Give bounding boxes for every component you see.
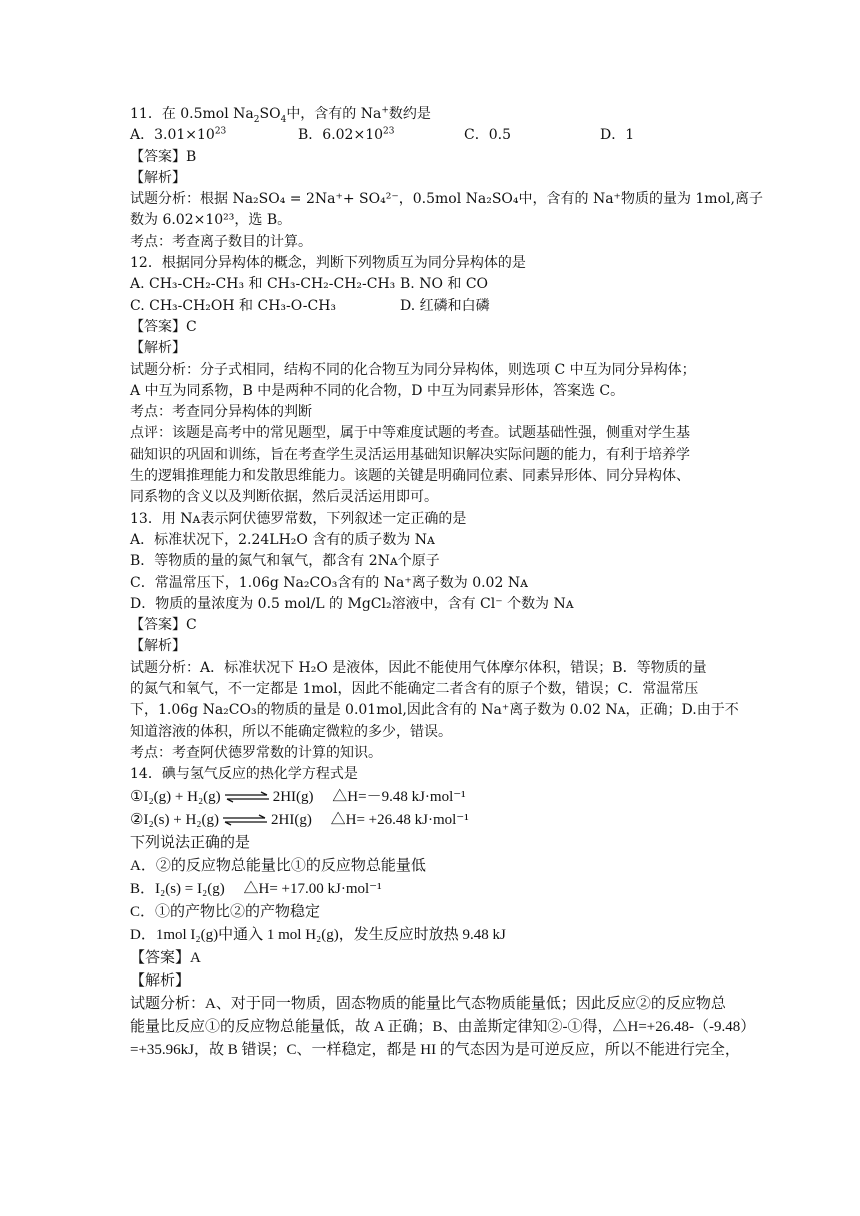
q14-stem: 14．碘与氢气反应的热化学方程式是	[130, 766, 358, 783]
q11-options	[130, 125, 735, 146]
q13-option-c: C．常温常压下，1.06g Na₂CO₃含有的 Na⁺离子数为 0.02 Nᴀ	[130, 574, 528, 591]
q11-option-d: D．1	[600, 127, 635, 144]
q14-answer: 【答案】A	[130, 949, 201, 966]
q14-analysis-line-3: =+35.96kJ，故 B 错误；C、一样稳定，都是 HI 的气态因为是可逆反应，所以不能进行完全，	[130, 1041, 740, 1058]
q11-option-c: C．0.5	[464, 127, 511, 144]
q12-analysis-line-2: A 中互为同系物，B 中是两种不同的化合物，D 中互为同素异形体，答案选 C。	[130, 382, 625, 399]
q14-analysis-heading: 【解析】	[130, 972, 191, 989]
q13-point: 考点：考查阿伏德罗常数的计算的知识。	[130, 744, 382, 761]
q12-analysis-line-1: 试题分析：分子式相同，结构不同的化合物互为同分异构体，则选项 C 中互为同分异构体；	[130, 361, 696, 378]
q11-analysis-line-1: 试题分析：根据 Na₂SO₄ = 2Na⁺+ SO₄²⁻，0.5mol Na₂SO₄中，含有的 Na⁺物质的量为 1mol,离子	[130, 191, 763, 208]
q14-option-b: B．I₂(s) = I₂(g) △H= +17.00 kJ·mol⁻¹	[130, 880, 382, 897]
q14-analysis-line-2: 能量比反应①的反应物总能量低，故 A 正确；B、由盖斯定律知②-①得，△H=+26.48-（-9.48）	[130, 1018, 756, 1035]
q13-option-d: D．物质的量浓度为 0.5 mol/L 的 MgCl₂溶液中，含有 Cl⁻ 个数为 Nᴀ	[130, 595, 574, 612]
q13-analysis-line-1: 试题分析：A．标准状况下 H₂O 是液体，因此不能使用气体摩尔体积，错误；B．等物质的量	[130, 659, 707, 676]
q13-analysis-line-4: 知道溶液的体积，所以不能确定微粒的多少，错误。	[130, 723, 452, 740]
q13-analysis-line-2: 的氮气和氧气，不一定都是 1mol，因此不能确定二者含有的原子个数，错误；C．常温常压	[130, 681, 699, 698]
q12-comment-line-1: 点评：该题是高考中的常见题型，属于中等难度试题的考查。试题基础性强，侧重对学生基	[130, 425, 690, 442]
q12-answer: 【答案】C	[130, 318, 197, 335]
q14-analysis-line-1: 试题分析：A、对于同一物质，固态物质的能量比气态物质能量低；因此反应②的反应物总	[130, 995, 726, 1012]
q13-analysis-line-3: 下，1.06g Na₂CO₃的物质的量是 0.01mol,因此含有的 Na⁺离子数为 0.02 Nᴀ，正确；D.由于不	[130, 702, 739, 719]
q14-equation-2: ②I₂(s) + H₂(g) 2HI(g) △H= +26.48 kJ·mol⁻¹	[130, 811, 469, 828]
q12-options-row-2	[130, 296, 735, 317]
q13-answer: 【答案】C	[130, 617, 197, 634]
q11-answer: 【答案】B	[130, 148, 197, 165]
q12-stem: 12．根据同分异构体的概念，判断下列物质互为同分异构体的是	[130, 255, 526, 272]
q11-point: 考点：考查离子数目的计算。	[130, 233, 312, 250]
q14-option-a: A．②的反应物总能量比①的反应物总能量低	[130, 857, 426, 874]
q12-comment-line-2: 础知识的巩固和训练，旨在考查学生灵活运用基础知识解决实际问题的能力，有利于培养学	[130, 446, 690, 463]
document-page	[130, 104, 763, 1062]
equilibrium-arrow-icon	[223, 791, 271, 803]
q13-option-b: B．等物质的量的氮气和氧气，都含有 2Nᴀ个原子	[130, 553, 440, 570]
q11-analysis-heading: 【解析】	[130, 169, 186, 186]
q13-analysis-heading: 【解析】	[130, 638, 186, 655]
q12-option-d: D. 红磷和白磷	[400, 297, 490, 314]
q12-option-a: A. CH₃-CH₂-CH₃ 和 CH₃-CH₂-CH₂-CH₃	[130, 276, 396, 293]
q13-stem: 13．用 Nᴀ表示阿伏德罗常数，下列叙述一定正确的是	[130, 510, 467, 527]
q12-comment-line-3: 生的逻辑推理能力和发散思维能力。该题的关键是明确同位素、同素异形体、同分异构体、	[130, 468, 690, 485]
q14-equation-1: ①I₂(g) + H₂(g) 2HI(g) △H=－9.48 kJ·mol⁻¹	[130, 788, 466, 805]
q11-option-a: A．$3.01\times 10^{23}$	[130, 126, 227, 144]
equilibrium-arrow-icon	[221, 814, 269, 826]
q13-option-a: A．标准状况下，2.24LH₂O 含有的质子数为 Nᴀ	[130, 531, 435, 548]
q14-option-c: C．①的产物比②的产物稳定	[130, 903, 321, 920]
q12-point: 考点：考查同分异构体的判断	[130, 404, 312, 421]
q11-stem: 11．在 0.5mol $Na_2SO_4$中，含有的 Na+数约是	[130, 105, 431, 125]
q11-option-b: B．$6.02\times 10^{23}$	[298, 126, 395, 144]
q12-comment-line-4: 同系物的含义以及判断依据，然后灵活运用即可。	[130, 489, 438, 506]
q14-lead: 下列说法正确的是	[130, 834, 251, 851]
q12-option-c: C. CH₃-CH₂OH 和 CH₃-O-CH₃	[130, 297, 337, 314]
q12-option-b: B. NO 和 CO	[400, 276, 489, 293]
q11-analysis-line-2: 数为 6.02×10²³，选 B。	[130, 212, 292, 229]
q12-analysis-heading: 【解析】	[130, 340, 186, 357]
q14-option-d: D．1mol I₂(g)中通入 1 mol H₂(g)，发生反应时放热 9.48 kJ	[130, 926, 506, 943]
q12-options-row-1	[130, 274, 735, 295]
